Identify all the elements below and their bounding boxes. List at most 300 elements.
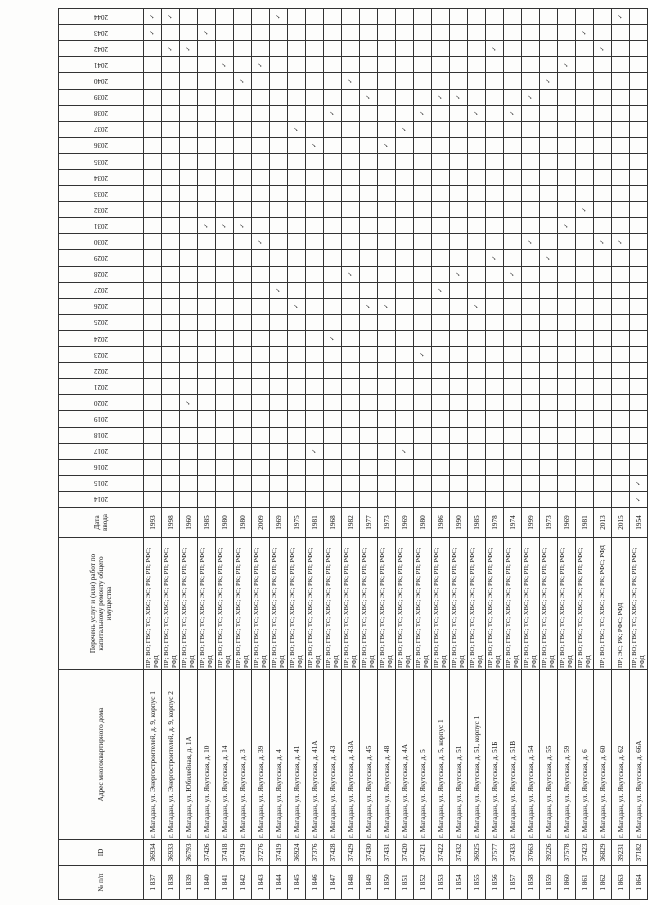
- year-cell: [432, 25, 450, 41]
- year-cell: [540, 41, 558, 57]
- year-cell: [504, 153, 522, 169]
- check-mark-icon: [328, 336, 336, 341]
- year-cell: [396, 298, 414, 314]
- year-cell: [450, 347, 468, 363]
- year-cell: [144, 298, 162, 314]
- year-cell: [612, 105, 630, 121]
- year-cell: [558, 330, 576, 346]
- check-mark-icon: [472, 111, 480, 116]
- year-cell: [450, 121, 468, 137]
- header-year: 2035: [59, 153, 144, 169]
- year-cell: [144, 89, 162, 105]
- year-cell: [522, 170, 540, 186]
- year-cell: [216, 137, 234, 153]
- year-cell: [414, 395, 432, 411]
- year-cell: [288, 186, 306, 202]
- year-cell: [234, 459, 252, 475]
- year-cell: [540, 186, 558, 202]
- year-cell: [270, 395, 288, 411]
- year-cell: [144, 411, 162, 427]
- header-year: 2017: [59, 443, 144, 459]
- year-cell: [360, 411, 378, 427]
- year-cell: [252, 395, 270, 411]
- year-cell: [504, 443, 522, 459]
- row-works: ПР; ВО; ГВС; ТС; ХВС; ЭС; РК; РП; РФС; РФД: [342, 538, 360, 670]
- year-cell: [216, 347, 234, 363]
- row-num: 1 863: [612, 866, 630, 900]
- year-cell: [288, 314, 306, 330]
- row-id: 37433: [504, 840, 522, 866]
- row-num: 1 849: [360, 866, 378, 900]
- year-cell: [504, 25, 522, 41]
- row-date: 1960: [180, 508, 198, 538]
- year-cell: [270, 250, 288, 266]
- year-cell: [522, 427, 540, 443]
- row-num: 1 862: [594, 866, 612, 900]
- year-cell: [252, 57, 270, 73]
- year-cell: [180, 218, 198, 234]
- year-cell: [468, 459, 486, 475]
- year-cell: [594, 411, 612, 427]
- year-cell: [270, 443, 288, 459]
- year-cell: [306, 298, 324, 314]
- year-cell: [432, 121, 450, 137]
- check-mark-icon: [364, 304, 372, 309]
- year-cell: [576, 89, 594, 105]
- row-id: 37418: [216, 840, 234, 866]
- year-cell: [450, 395, 468, 411]
- table-row: [216, 9, 234, 900]
- row-num: 1 861: [576, 866, 594, 900]
- year-cell: [414, 443, 432, 459]
- year-cell: [360, 330, 378, 346]
- year-cell: [270, 314, 288, 330]
- year-cell: [288, 153, 306, 169]
- year-cell: [630, 298, 648, 314]
- year-cell: [324, 105, 342, 121]
- year-cell: [342, 9, 360, 25]
- year-cell: [576, 186, 594, 202]
- year-cell: [414, 9, 432, 25]
- year-cell: [288, 25, 306, 41]
- year-cell: [144, 363, 162, 379]
- year-cell: [378, 170, 396, 186]
- year-cell: [234, 411, 252, 427]
- year-cell: [378, 298, 396, 314]
- year-cell: [288, 9, 306, 25]
- year-cell: [630, 266, 648, 282]
- row-address: г. Магадан, ул. Якутская, д. 4: [270, 670, 288, 840]
- check-mark-icon: [148, 30, 156, 35]
- year-cell: [378, 105, 396, 121]
- header-year: 2026: [59, 298, 144, 314]
- year-cell: [162, 186, 180, 202]
- year-cell: [396, 41, 414, 57]
- year-cell: [198, 411, 216, 427]
- year-cell: [612, 443, 630, 459]
- year-cell: [252, 153, 270, 169]
- year-cell: [630, 282, 648, 298]
- year-cell: [216, 218, 234, 234]
- year-cell: [198, 298, 216, 314]
- row-num: 1 837: [144, 866, 162, 900]
- year-cell: [396, 266, 414, 282]
- row-address: г. Магадан, ул. Якутская, д. 41А: [306, 670, 324, 840]
- year-cell: [468, 41, 486, 57]
- row-id: 37422: [432, 840, 450, 866]
- year-cell: [486, 250, 504, 266]
- year-cell: [378, 218, 396, 234]
- year-cell: [414, 25, 432, 41]
- year-cell: [450, 218, 468, 234]
- year-cell: [396, 105, 414, 121]
- year-cell: [234, 347, 252, 363]
- year-cell: [594, 186, 612, 202]
- year-cell: [468, 443, 486, 459]
- year-cell: [540, 411, 558, 427]
- row-works: ПР; ВО; ГВС; ТС; ХВС; ЭС; РК; РП; РФС; РФД: [630, 538, 648, 670]
- row-date: 1969: [270, 508, 288, 538]
- year-cell: [324, 25, 342, 41]
- year-cell: [414, 298, 432, 314]
- year-cell: [180, 395, 198, 411]
- year-cell: [270, 459, 288, 475]
- year-cell: [468, 395, 486, 411]
- row-date: 1977: [360, 508, 378, 538]
- year-cell: [576, 443, 594, 459]
- year-cell: [144, 153, 162, 169]
- year-cell: [216, 57, 234, 73]
- year-cell: [378, 347, 396, 363]
- year-cell: [360, 266, 378, 282]
- year-cell: [450, 234, 468, 250]
- year-cell: [468, 411, 486, 427]
- row-date: 1985: [198, 508, 216, 538]
- year-cell: [576, 459, 594, 475]
- year-cell: [486, 395, 504, 411]
- year-cell: [162, 9, 180, 25]
- year-cell: [270, 411, 288, 427]
- year-cell: [360, 427, 378, 443]
- year-cell: [288, 363, 306, 379]
- year-cell: [288, 41, 306, 57]
- year-cell: [540, 459, 558, 475]
- year-cell: [612, 427, 630, 443]
- year-cell: [414, 218, 432, 234]
- row-id: 37578: [558, 840, 576, 866]
- year-cell: [630, 330, 648, 346]
- year-cell: [414, 379, 432, 395]
- year-cell: [180, 491, 198, 507]
- table-row: [324, 9, 342, 900]
- year-cell: [594, 41, 612, 57]
- year-cell: [396, 25, 414, 41]
- check-mark-icon: [274, 288, 282, 293]
- row-address: г. Магадан, ул. Якутская, д. 66А: [630, 670, 648, 840]
- year-cell: [198, 266, 216, 282]
- year-cell: [144, 491, 162, 507]
- year-cell: [558, 363, 576, 379]
- year-cell: [324, 427, 342, 443]
- header-year: 2033: [59, 186, 144, 202]
- row-date: 1990: [450, 508, 468, 538]
- year-cell: [486, 170, 504, 186]
- year-cell: [594, 298, 612, 314]
- row-id: 39231: [612, 840, 630, 866]
- year-cell: [306, 137, 324, 153]
- year-cell: [270, 105, 288, 121]
- year-cell: [630, 218, 648, 234]
- year-cell: [360, 379, 378, 395]
- check-mark-icon: [436, 95, 444, 100]
- year-cell: [306, 105, 324, 121]
- year-cell: [396, 234, 414, 250]
- year-cell: [360, 186, 378, 202]
- year-cell: [576, 202, 594, 218]
- year-cell: [270, 347, 288, 363]
- year-cell: [252, 105, 270, 121]
- year-cell: [630, 137, 648, 153]
- year-cell: [522, 250, 540, 266]
- year-cell: [468, 73, 486, 89]
- row-works: ПР; ВО; ГВС; ТС; ХВС; ЭС; РК; РП; РФС; РФД: [180, 538, 198, 670]
- row-id: 37276: [252, 840, 270, 866]
- year-cell: [504, 330, 522, 346]
- header-year: 2025: [59, 314, 144, 330]
- year-cell: [288, 427, 306, 443]
- year-cell: [216, 41, 234, 57]
- rotated-table-container: [58, 8, 646, 900]
- table-row: [504, 9, 522, 900]
- year-cell: [450, 202, 468, 218]
- year-cell: [630, 395, 648, 411]
- year-cell: [252, 266, 270, 282]
- header-id: ID: [59, 840, 144, 866]
- year-cell: [468, 89, 486, 105]
- year-cell: [378, 266, 396, 282]
- year-cell: [576, 105, 594, 121]
- check-mark-icon: [382, 304, 390, 309]
- year-cell: [522, 363, 540, 379]
- year-cell: [378, 153, 396, 169]
- row-id: 37421: [414, 840, 432, 866]
- table-row: [360, 9, 378, 900]
- year-cell: [198, 153, 216, 169]
- row-address: г. Магадан, ул. Якутская, д. 43: [324, 670, 342, 840]
- row-date: 1973: [540, 508, 558, 538]
- row-num: 1 856: [486, 866, 504, 900]
- year-cell: [288, 491, 306, 507]
- table-row: [576, 9, 594, 900]
- row-id: 36829: [594, 840, 612, 866]
- year-cell: [468, 105, 486, 121]
- table-row: [234, 9, 252, 900]
- year-cell: [324, 491, 342, 507]
- row-date: 1980: [414, 508, 432, 538]
- header-row: [59, 9, 144, 900]
- year-cell: [306, 121, 324, 137]
- year-cell: [252, 137, 270, 153]
- year-cell: [360, 57, 378, 73]
- row-date: 1968: [324, 508, 342, 538]
- year-cell: [486, 363, 504, 379]
- year-cell: [288, 459, 306, 475]
- year-cell: [198, 57, 216, 73]
- year-cell: [504, 73, 522, 89]
- year-cell: [144, 250, 162, 266]
- header-year: 2043: [59, 25, 144, 41]
- year-cell: [630, 363, 648, 379]
- year-cell: [252, 73, 270, 89]
- row-date: 1969: [558, 508, 576, 538]
- year-cell: [180, 298, 198, 314]
- year-cell: [576, 395, 594, 411]
- check-mark-icon: [544, 79, 552, 84]
- check-mark-icon: [526, 239, 534, 244]
- row-works: ПР; ВО; ГВС; ТС; ХВС; ЭС; РК; РФС; РФД: [594, 538, 612, 670]
- row-works: ПР; ВО; ГВС; ТС; ХВС; ЭС; РК; РП; РФС; РФД: [198, 538, 216, 670]
- year-cell: [468, 363, 486, 379]
- row-id: 37431: [378, 840, 396, 866]
- year-cell: [504, 282, 522, 298]
- year-cell: [396, 218, 414, 234]
- year-cell: [306, 234, 324, 250]
- year-cell: [144, 282, 162, 298]
- table-row: [432, 9, 450, 900]
- year-cell: [270, 186, 288, 202]
- year-cell: [522, 89, 540, 105]
- year-cell: [360, 202, 378, 218]
- year-cell: [180, 475, 198, 491]
- year-cell: [252, 121, 270, 137]
- year-cell: [270, 121, 288, 137]
- year-cell: [594, 25, 612, 41]
- year-cell: [558, 170, 576, 186]
- year-cell: [360, 170, 378, 186]
- year-cell: [216, 73, 234, 89]
- row-works: ПР; ВО; ГВС; ТС; ХВС; ЭС; РК; РП; РФС; РФД: [288, 538, 306, 670]
- year-cell: [558, 137, 576, 153]
- year-cell: [396, 89, 414, 105]
- check-mark-icon: [292, 304, 300, 309]
- year-cell: [432, 57, 450, 73]
- year-cell: [594, 250, 612, 266]
- year-cell: [288, 395, 306, 411]
- year-cell: [288, 170, 306, 186]
- year-cell: [468, 298, 486, 314]
- year-cell: [432, 475, 450, 491]
- year-cell: [216, 202, 234, 218]
- row-works: ПР; ВО; ГВС; ТС; ХВС; ЭС; РК; РП; РФС; РФД: [414, 538, 432, 670]
- year-cell: [324, 395, 342, 411]
- row-date: 2015: [612, 508, 630, 538]
- year-cell: [522, 475, 540, 491]
- year-cell: [612, 395, 630, 411]
- year-cell: [468, 379, 486, 395]
- year-cell: [432, 41, 450, 57]
- year-cell: [342, 363, 360, 379]
- row-id: 37663: [522, 840, 540, 866]
- year-cell: [396, 475, 414, 491]
- year-cell: [612, 347, 630, 363]
- year-cell: [234, 105, 252, 121]
- year-cell: [144, 218, 162, 234]
- year-cell: [468, 186, 486, 202]
- year-cell: [576, 250, 594, 266]
- year-cell: [234, 121, 252, 137]
- year-cell: [540, 9, 558, 25]
- check-mark-icon: [184, 46, 192, 51]
- year-cell: [504, 395, 522, 411]
- year-cell: [594, 89, 612, 105]
- year-cell: [270, 475, 288, 491]
- year-cell: [612, 121, 630, 137]
- year-cell: [144, 347, 162, 363]
- table-row: [522, 9, 540, 900]
- row-id: 37432: [450, 840, 468, 866]
- year-cell: [396, 427, 414, 443]
- year-cell: [540, 443, 558, 459]
- year-cell: [558, 202, 576, 218]
- year-cell: [360, 314, 378, 330]
- year-cell: [270, 202, 288, 218]
- year-cell: [414, 330, 432, 346]
- year-cell: [306, 153, 324, 169]
- year-cell: [576, 121, 594, 137]
- year-cell: [360, 347, 378, 363]
- year-cell: [342, 137, 360, 153]
- year-cell: [270, 298, 288, 314]
- year-cell: [306, 459, 324, 475]
- year-cell: [324, 298, 342, 314]
- year-cell: [180, 57, 198, 73]
- year-cell: [432, 330, 450, 346]
- year-cell: [288, 57, 306, 73]
- header-year: 2034: [59, 170, 144, 186]
- row-date: 1982: [342, 508, 360, 538]
- check-mark-icon: [220, 62, 228, 67]
- row-works: ПР; ВО; ГВС; ТС; ХВС; ЭС; РК; РП; РФС; РФД: [450, 538, 468, 670]
- row-date: 1980: [234, 508, 252, 538]
- header-year: 2018: [59, 427, 144, 443]
- row-works: ПР; ВО; ГВС; ТС; ХВС; ЭС; РК; РП; РФС; РФД: [486, 538, 504, 670]
- year-cell: [450, 475, 468, 491]
- year-cell: [558, 25, 576, 41]
- year-cell: [288, 121, 306, 137]
- year-cell: [540, 250, 558, 266]
- year-cell: [414, 314, 432, 330]
- row-num: 1 840: [198, 866, 216, 900]
- year-cell: [504, 234, 522, 250]
- year-cell: [612, 202, 630, 218]
- year-cell: [234, 153, 252, 169]
- year-cell: [486, 475, 504, 491]
- header-year: 2019: [59, 411, 144, 427]
- year-cell: [252, 282, 270, 298]
- row-id: 37577: [486, 840, 504, 866]
- year-cell: [504, 57, 522, 73]
- year-cell: [144, 9, 162, 25]
- year-cell: [396, 363, 414, 379]
- year-cell: [288, 266, 306, 282]
- year-cell: [540, 379, 558, 395]
- year-cell: [360, 459, 378, 475]
- year-cell: [612, 250, 630, 266]
- year-cell: [396, 282, 414, 298]
- year-cell: [594, 73, 612, 89]
- table-row: [162, 9, 180, 900]
- year-cell: [504, 427, 522, 443]
